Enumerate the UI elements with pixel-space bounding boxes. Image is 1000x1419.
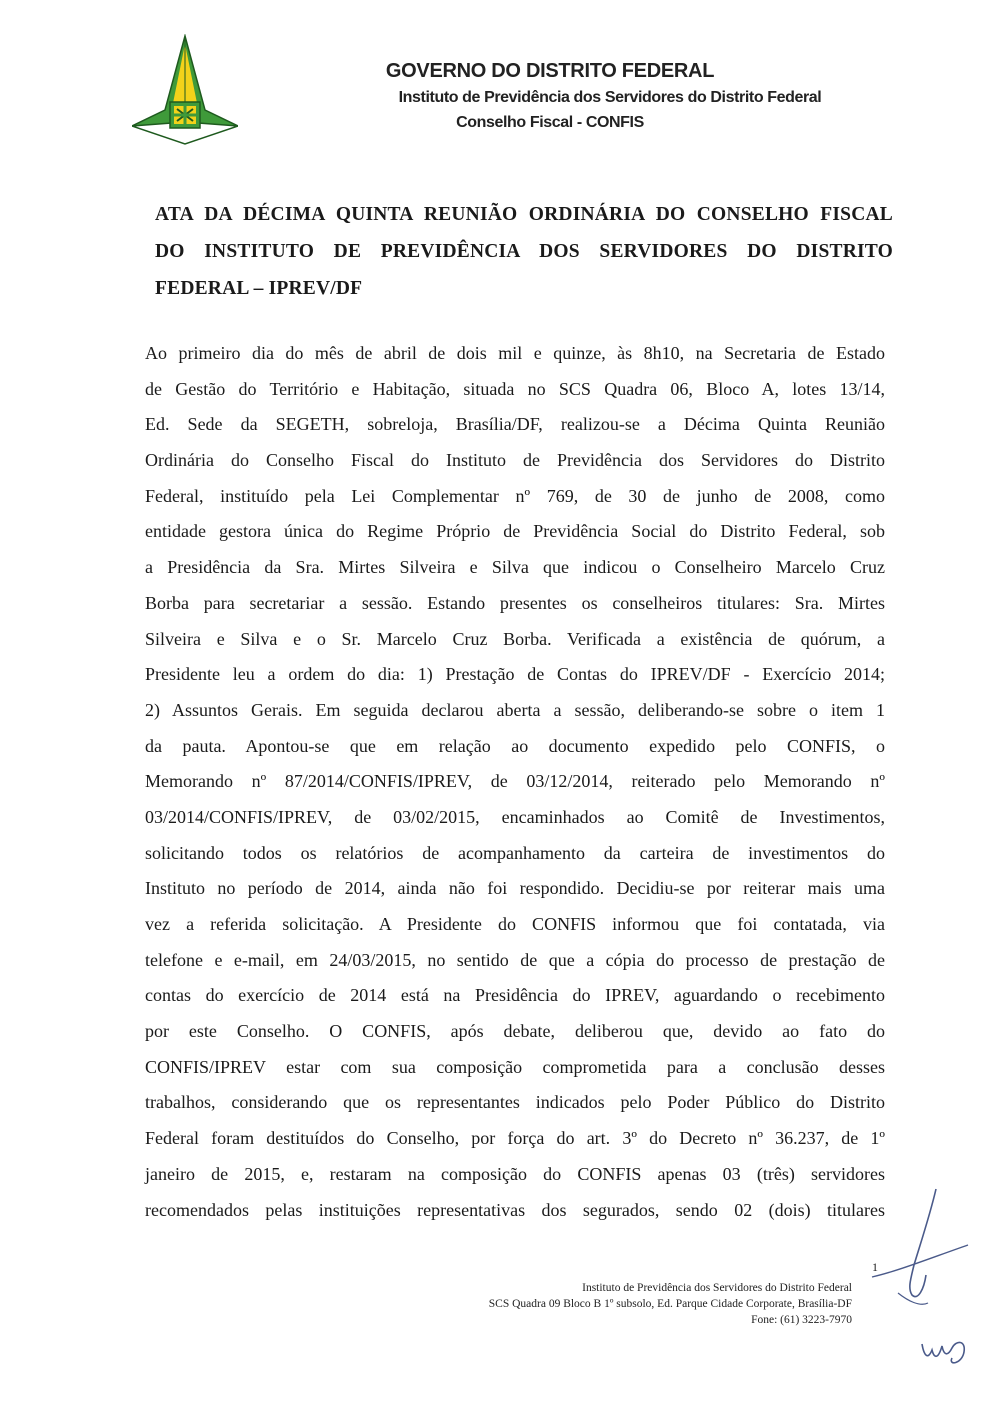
body-line: por este Conselho. O CONFIS, após debate, deliberou que, devido ao fato do xyxy=(145,1021,885,1042)
title-line: ATA DA DÉCIMA QUINTA REUNIÃO ORDINÁRIA DO CONSELHO FISCAL xyxy=(155,204,893,225)
gdf-logo xyxy=(132,34,238,146)
handwritten-initials xyxy=(918,1330,974,1370)
body-line: janeiro de 2015, e, restaram na composição do CONFIS apenas 03 (três) servidores xyxy=(145,1163,885,1184)
page-number: 1 xyxy=(872,1260,878,1274)
letterhead xyxy=(250,60,850,132)
body-line: Instituto no período de 2014, ainda não foi respondido. Decidiu-se por reiterar mais uma xyxy=(145,878,885,899)
body-line: Presidente leu a ordem do dia: 1) Prestação de Contas do IPREV/DF - Exercício 2014; xyxy=(145,664,885,685)
council-name: Conselho Fiscal - CONFIS xyxy=(456,114,644,131)
body-line: Silveira e Silva e o Sr. Marcelo Cruz Borba. Verificada a existência de quórum, a xyxy=(145,628,885,649)
body-line: da pauta. Apontou-se que em relação ao documento expedido pelo CONFIS, o xyxy=(145,735,885,756)
body-line: a Presidência da Sra. Mirtes Silveira e Silva que indicou o Conselheiro Marcelo Cruz xyxy=(145,557,885,578)
title-line: FEDERAL – IPREV/DF xyxy=(155,278,363,299)
footer-institute: Instituto de Previdência dos Servidores do Distrito Federal xyxy=(582,1282,852,1294)
body-line: solicitando todos os relatórios de acompanhamento da carteira de investimentos do xyxy=(145,842,885,863)
body-line: Ao primeiro dia do mês de abril de dois mil e quinze, às 8h10, na Secretaria de Estado xyxy=(145,343,885,363)
body-line: Memorando nº 87/2014/CONFIS/IPREV, de 03/12/2014, reiterado pelo Memorando nº xyxy=(145,771,885,792)
page-footer xyxy=(489,1280,852,1328)
footer-phone: Fone: (61) 3223-7970 xyxy=(751,1314,852,1326)
document-title xyxy=(155,196,893,307)
footer-address: SCS Quadra 09 Bloco B 1º subsolo, Ed. Parque Cidade Corporate, Brasília-DF xyxy=(488,1298,852,1310)
minutes-body xyxy=(145,336,885,1228)
body-line: CONFIS/IPREV estar com sua composição comprometida para a conclusão desses xyxy=(145,1056,885,1077)
body-line: 03/2014/CONFIS/IPREV, de 03/02/2015, encaminhados ao Comitê de Investimentos, xyxy=(145,806,885,827)
body-line: recomendados pelas instituições representativas dos segurados, sendo 02 (dois) titulares xyxy=(145,1199,885,1220)
body-line: Federal foram destituídos do Conselho, por força do art. 3º do Decreto nº 36.237, de 1º xyxy=(145,1128,885,1149)
government-name: GOVERNO DO DISTRITO FEDERAL xyxy=(385,60,715,82)
body-line: Ordinária do Conselho Fiscal do Instituto de Previdência dos Servidores do Distrito xyxy=(145,450,885,471)
body-line: vez a referida solicitação. A Presidente do CONFIS informou que foi contatada, via xyxy=(145,914,885,934)
body-line: de Gestão do Território e Habitação, situada no SCS Quadra 06, Bloco A, lotes 13/14, xyxy=(145,378,885,399)
body-line: Federal, instituído pela Lei Complementar nº 769, de 30 de junho de 2008, como xyxy=(145,485,885,506)
handwritten-signature xyxy=(868,1185,978,1315)
body-line: trabalhos, considerando que os representantes indicados pelo Poder Público do Distrito xyxy=(145,1092,885,1113)
body-line: contas do exercício de 2014 está na Presidência do IPREV, aguardando o recebimento xyxy=(145,985,885,1006)
body-line: 2) Assuntos Gerais. Em seguida declarou aberta a sessão, deliberando-se sobre o item 1 xyxy=(145,699,885,720)
title-line: DO INSTITUTO DE PREVIDÊNCIA DOS SERVIDORES DO DISTRITO xyxy=(155,241,893,262)
body-line: Ed. Sede da SEGETH, sobreloja, Brasília/DF, realizou-se a Décima Quinta Reunião xyxy=(145,414,885,435)
body-line: Borba para secretariar a sessão. Estando presentes os conselheiros titulares: Sra. Mirtes xyxy=(145,592,885,613)
body-line: telefone e e-mail, em 24/03/2015, no sentido de que a cópia do processo de prestação de xyxy=(145,949,885,970)
institute-name: Instituto de Previdência dos Servidores do Distrito Federal xyxy=(398,89,822,106)
body-line: entidade gestora única do Regime Próprio de Previdência Social do Distrito Federal, sob xyxy=(145,521,885,542)
